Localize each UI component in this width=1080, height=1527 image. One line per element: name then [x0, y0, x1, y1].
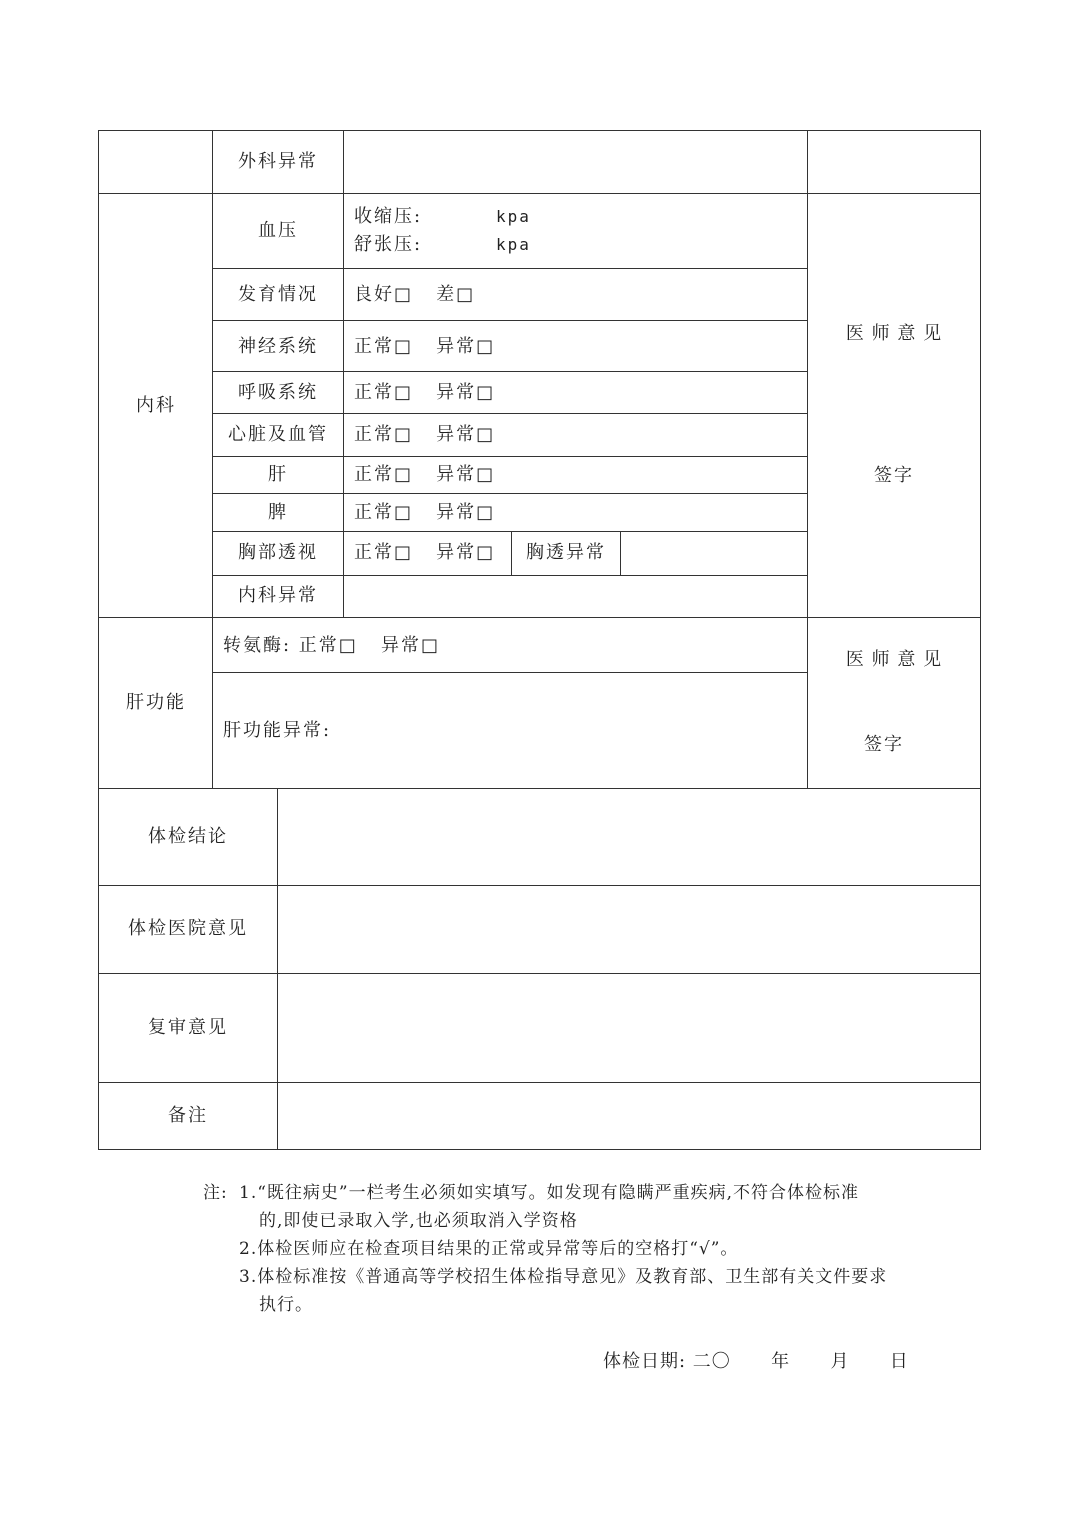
respiratory-system-label: 呼吸系统 — [238, 382, 318, 403]
remarks-field[interactable] — [278, 1083, 980, 1149]
note-3-line-2: 执行。 — [259, 1295, 313, 1315]
row-sep — [212, 371, 808, 372]
row-sep — [98, 617, 981, 618]
spleen-options[interactable]: 正常□ 异常□ — [354, 502, 496, 523]
hospital-opinion-label: 体检医院意见 — [128, 918, 248, 939]
exam-date: 体检日期: 二〇 年 月 日 — [603, 1351, 909, 1372]
nervous-system-label: 神经系统 — [238, 336, 318, 357]
systolic-label: 收缩压: — [354, 206, 423, 227]
note-2: 2.体检医师应在检查项目结果的正常或异常等后的空格打“√”。 — [239, 1239, 739, 1259]
liver-options[interactable]: 正常□ 异常□ — [354, 464, 496, 485]
exam-conclusion-label: 体检结论 — [148, 826, 228, 847]
internal-abnormal-field[interactable] — [344, 576, 807, 617]
row-sep — [212, 320, 808, 321]
row-sep — [212, 413, 808, 414]
surgery-abnormal-label: 外科异常 — [238, 151, 318, 172]
surgery-abnormal-field[interactable] — [344, 131, 807, 193]
liver-function-abnormal-label: 肝功能异常: — [223, 720, 332, 741]
chest-xray-abnormal-label: 胸透异常 — [526, 542, 606, 563]
liver-doctor-opinion-label: 医 师 意 见 — [845, 649, 943, 670]
hospital-opinion-field[interactable] — [278, 886, 980, 973]
review-opinion-label: 复审意见 — [148, 1017, 228, 1038]
transaminase-options[interactable]: 转氨酶: 正常□ 异常□ — [223, 635, 440, 656]
notes-prefix: 注: — [203, 1183, 228, 1203]
diastolic-label: 舒张压: — [354, 234, 423, 255]
row-sep — [212, 268, 808, 269]
col-sep — [212, 130, 213, 789]
internal-abnormal-label: 内科异常 — [238, 585, 318, 606]
col-sep — [511, 531, 512, 576]
col-sep — [343, 130, 344, 618]
nervous-system-options[interactable]: 正常□ 异常□ — [354, 336, 496, 357]
note-1-line-2: 的,即使已录取入学,也必须取消入学资格 — [259, 1211, 578, 1231]
internal-signature-label: 签字 — [874, 465, 914, 486]
row-sep — [98, 193, 981, 194]
row-sep — [212, 672, 808, 673]
systolic-unit: kpa — [496, 207, 531, 226]
internal-medicine-label: 内科 — [136, 395, 176, 416]
note-3-line-1: 3.体检标准按《普通高等学校招生体检指导意见》及教育部、卫生部有关文件要求 — [239, 1267, 888, 1287]
table-border-left — [98, 130, 99, 1150]
liver-label: 肝 — [268, 464, 288, 485]
remarks-label: 备注 — [168, 1105, 208, 1126]
blood-pressure-label: 血压 — [258, 220, 298, 241]
development-label: 发育情况 — [238, 284, 318, 305]
diastolic-unit: kpa — [496, 235, 531, 254]
heart-vessels-options[interactable]: 正常□ 异常□ — [354, 424, 496, 445]
spleen-label: 脾 — [268, 502, 288, 523]
note-1-line-1: 1.“既往病史”一栏考生必须如实填写。如发现有隐瞒严重疾病,不符合体检标准 — [239, 1183, 860, 1203]
internal-doctor-opinion-label: 医 师 意 见 — [845, 323, 943, 344]
chest-xray-options[interactable]: 正常□ 异常□ — [354, 542, 496, 563]
col-sep — [807, 130, 808, 789]
exam-conclusion-field[interactable] — [278, 789, 980, 885]
liver-signature-label: 签字 — [864, 734, 904, 755]
review-opinion-field[interactable] — [278, 974, 980, 1082]
row-sep — [212, 493, 808, 494]
chest-xray-label: 胸部透视 — [238, 542, 318, 563]
liver-function-label: 肝功能 — [126, 692, 186, 713]
heart-vessels-label: 心脏及血管 — [228, 424, 328, 445]
table-border-right — [980, 130, 981, 1150]
row-sep — [212, 456, 808, 457]
respiratory-system-options[interactable]: 正常□ 异常□ — [354, 382, 496, 403]
chest-xray-abnormal-field[interactable] — [621, 532, 807, 575]
table-border-bottom — [98, 1149, 981, 1150]
development-options[interactable]: 良好□ 差□ — [354, 284, 476, 305]
